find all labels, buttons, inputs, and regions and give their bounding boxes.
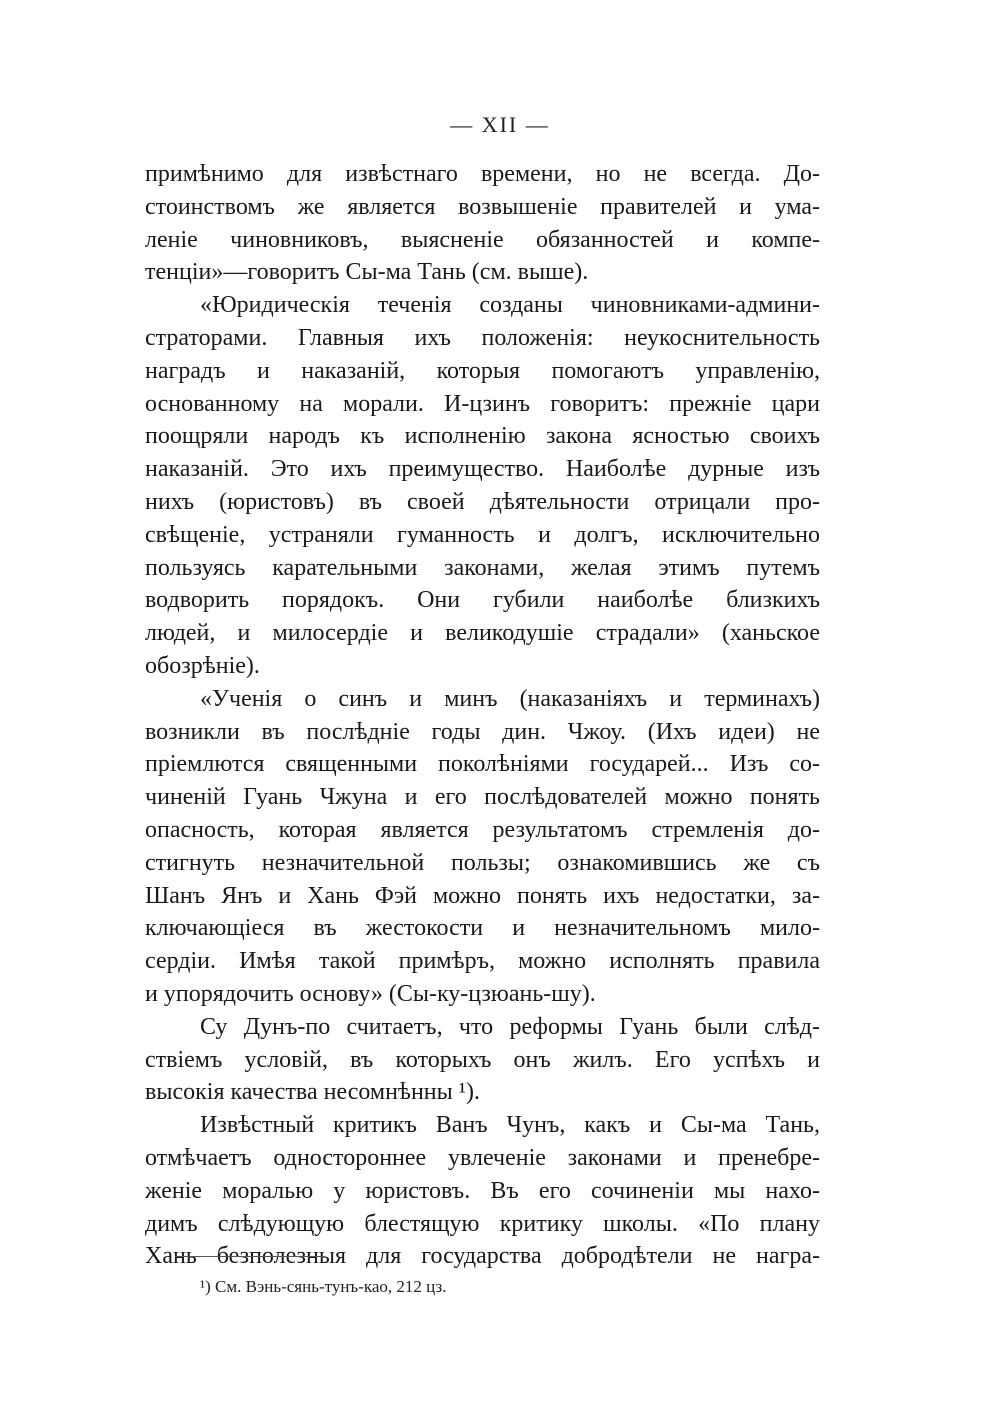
text-line: стигнуть незначительной пользы; ознакомившись же съ xyxy=(145,849,820,876)
text-line: «Ученія о синъ и минъ (наказаніяхъ и терминахъ) xyxy=(200,685,820,712)
text-line: опасность, которая является результатомъ стремленія до- xyxy=(145,816,820,843)
text-line: чиненій Гуань Чжуна и его послѣдователей можно понять xyxy=(145,784,820,811)
text-line: женіе моралью у юристовъ. Въ его сочиненіи мы нахо- xyxy=(145,1177,820,1204)
text-line: и упорядочить основу» (Сы-ку-цзюань-шу). xyxy=(145,980,596,1007)
text-line: отмѣчаетъ одностороннее увлеченіе законами и пренебре- xyxy=(145,1144,820,1171)
text-line: примѣнимо для извѣстнаго времени, но не всегда. До- xyxy=(145,161,820,187)
text-line: страторами. Главныя ихъ положенія: неукоснительность xyxy=(145,324,820,351)
text-line: наградъ и наказаній, которыя помогаютъ управленію, xyxy=(145,357,820,384)
text-line: свѣщеніе, устраняли гуманность и долгъ, исключительно xyxy=(145,521,820,548)
text-line: ключающіеся въ жестокости и незначительномъ мило- xyxy=(145,915,820,942)
text-line: пользуясь карательными законами, желая этимъ путемъ xyxy=(145,554,820,581)
text-line: людей, и милосердіе и великодушіе страдали» (ханьское xyxy=(145,620,820,647)
text-line: Шанъ Янъ и Хань Фэй можно понять ихъ недостатки, за- xyxy=(145,882,820,909)
text-line: стоинствомъ же является возвышеніе правителей и ума- xyxy=(145,193,820,220)
page-number: — XII — xyxy=(450,112,550,137)
footnote-divider xyxy=(175,1256,325,1257)
text-line: ствіемъ условій, въ которыхъ онъ жилъ. Его успѣхъ и xyxy=(145,1046,820,1073)
text-line: Хань безполезныя для государства добродѣтели не награ- xyxy=(145,1243,820,1270)
text-line: поощряли народъ къ исполненію закона ясностью своихъ xyxy=(145,423,820,450)
text-line: Су Дунъ-по считаетъ, что реформы Гуань были слѣд- xyxy=(200,1013,820,1040)
text-line: возникли въ послѣдніе годы дин. Чжоу. (Ихъ идеи) не xyxy=(145,718,820,745)
text-line: «Юридическія теченія созданы чиновниками-админи- xyxy=(200,292,820,319)
text-line: леніе чиновниковъ, выясненіе обязанностей и компе- xyxy=(145,226,820,253)
text-line: димъ слѣдующую блестящую критику школы. «По плану xyxy=(145,1210,820,1237)
text-line: высокія качества несомнѣнны ¹). xyxy=(145,1079,480,1106)
text-line: обозрѣніе). xyxy=(145,652,260,679)
text-line: сердіи. Имѣя такой примѣръ, можно исполнять правила xyxy=(145,948,820,975)
text-line: Извѣстный критикъ Ванъ Чунъ, какъ и Сы-ма Тань, xyxy=(200,1112,820,1139)
text-line: наказаній. Это ихъ преимущество. Наиболѣе дурные изъ xyxy=(145,456,820,483)
text-line: основанному на морали. И-цзинъ говоритъ: прежніе цари xyxy=(145,390,820,417)
text-line: нихъ (юристовъ) въ своей дѣятельности отрицали про- xyxy=(145,488,820,515)
body-text xyxy=(145,158,820,1273)
text-line: тенціи»—говоритъ Сы-ма Тань (см. выше). xyxy=(145,259,589,286)
text-line: водворить порядокъ. Они губили наиболѣе близкихъ xyxy=(145,587,820,614)
footnote: ¹) См. Вэнь-сянь-тунъ-као, 212 цз. xyxy=(200,1277,447,1296)
text-line: пріемлются священными поколѣніями государей... Изъ со- xyxy=(145,751,820,778)
